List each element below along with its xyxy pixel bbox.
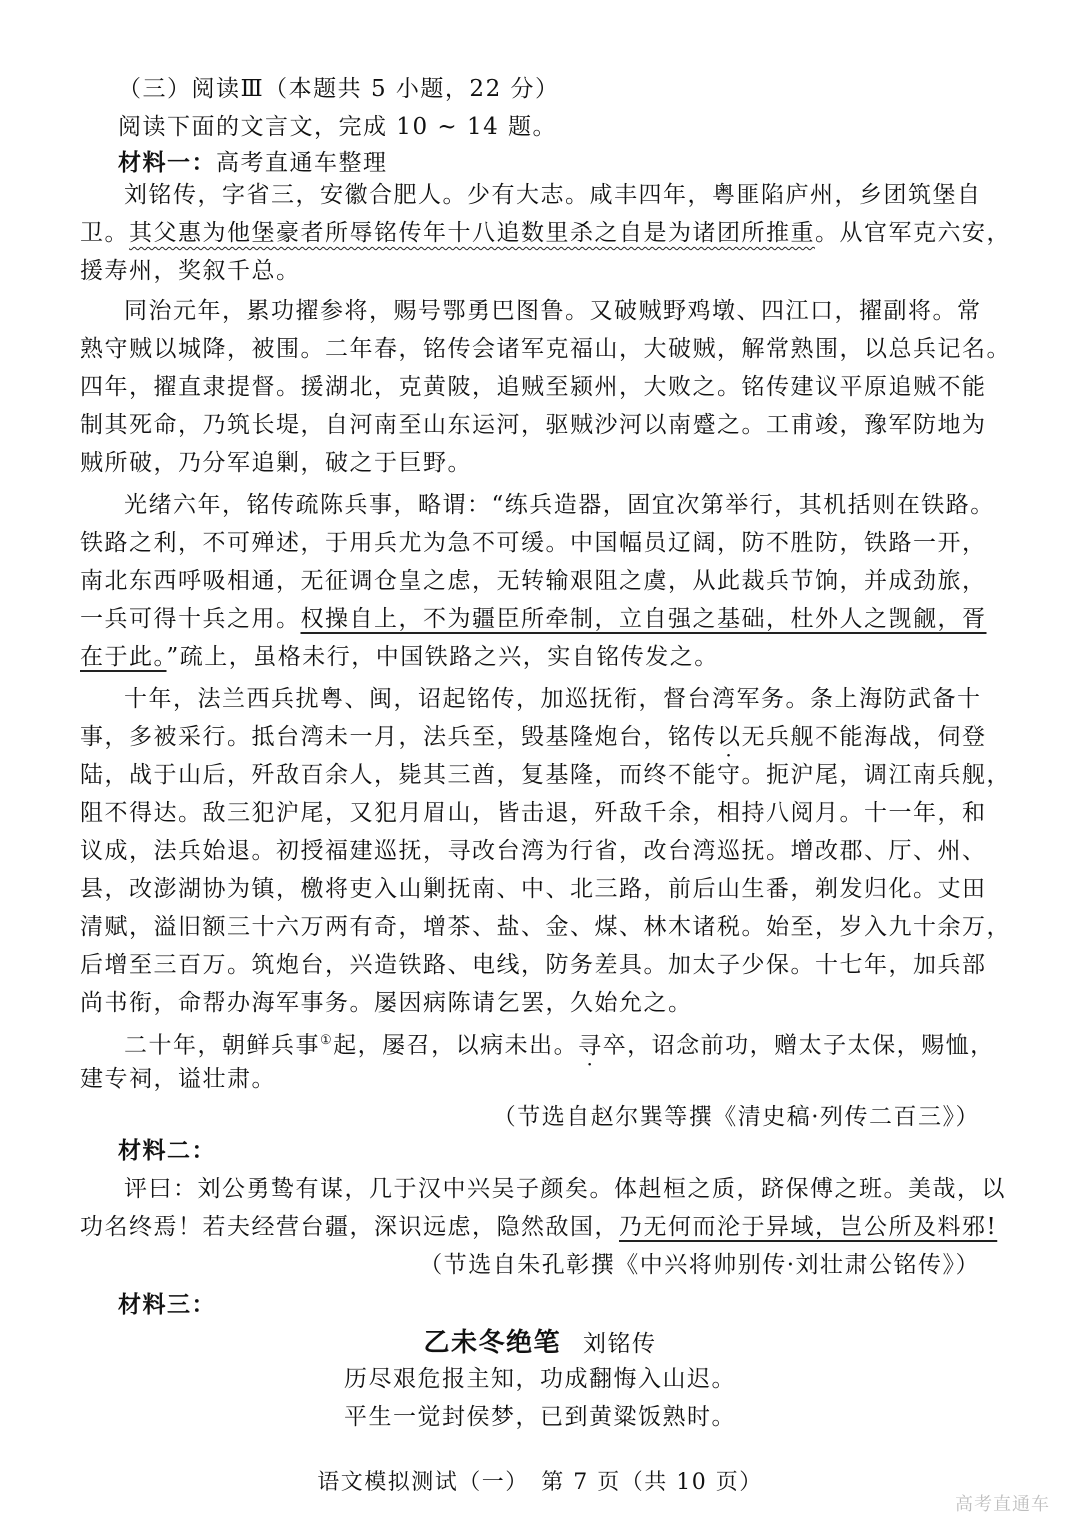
watermark: 高考直通车	[955, 1494, 1050, 1515]
section-instruction: 阅读下面的文言文，完成 10 ~ 14 题。	[118, 114, 558, 140]
m1-p1-line3: 援寿州，奖叙千总。	[80, 258, 301, 284]
section-heading: （三）阅读Ⅲ（本题共 5 小题，22 分）	[118, 76, 560, 102]
poem-line-1: 历尽艰危报主知，功成翻悔入山迟。	[344, 1366, 736, 1392]
underlined-sentence-2: 乃无何而沦于异域，岂公所及料邪!	[619, 1214, 998, 1240]
m1-p4-line4: 阻不得达。敌三犯沪尾，又犯月眉山，皆击退，歼敌千余，相持八阅月。十一年，和	[80, 800, 987, 826]
material1-label-note: 高考直通车整理	[216, 150, 388, 176]
m1-p2-line2: 熟守贼以城降，被围。二年春，铭传会诸军克福山，大破贼，解常熟围，以总兵记名。	[80, 336, 1011, 362]
m1-p2-line4: 制其死命，乃筑长堤，自河南至山东运河，驱贼沙河以南蹙之。工甫竣，豫军防地为	[80, 412, 987, 438]
m1-p3-line5	[80, 640, 719, 674]
poem-heading	[0, 1326, 1080, 1361]
m1-p4-line7: 清赋，溢旧额三十六万两有奇，增茶、盐、金、煤、林木诸税。始至，岁入九十余万，	[80, 914, 1011, 940]
m1-p3-line5-b: ”疏上，虽格未行，中国铁路之兴，实自铭传发之。	[166, 644, 719, 670]
poem-line-2: 平生一觉封侯梦，已到黄粱饭熟时。	[344, 1404, 736, 1430]
material1-label: 材料一：	[118, 149, 216, 176]
m1-p4-line8: 后增至三百万。筑炮台，兴造铁路、电线，防务差具。加太子少保。十七年，加兵部	[80, 952, 987, 978]
poem-title: 乙未冬绝笔	[423, 1328, 561, 1358]
underlined-sentence-1: 权操自上，不为疆臣所牵制，立自强之基础，杜外人之觊觎，胥	[300, 606, 987, 632]
dotted-char-xun: 寻	[578, 1032, 603, 1059]
poem-author: 刘铭传	[583, 1331, 657, 1357]
m1-p3-line1: 光绪六年，铭传疏陈兵事，略谓：“练兵造器，固宜次第举行，其机括则在铁路。	[124, 492, 995, 518]
m1-p3-line4-a: 一兵可得十兵之用。	[80, 606, 301, 632]
m1-p5-line1	[124, 1024, 995, 1063]
page-footer: 语文模拟测试（一） 第 7 页（共 10 页）	[317, 1470, 763, 1495]
m1-p4-line3: 陆，战于山后，歼敌百余人，毙其三酋，复基隆，而终不能守。扼沪尾，调江南兵舰，	[80, 762, 1011, 788]
m1-p1-line2	[80, 216, 1011, 250]
m2-line2-a: 功名终焉！若夫经营台疆，深识远虑，隐然敌国，	[80, 1214, 619, 1240]
m1-p2-line5: 贼所破，乃分军追剿，破之于巨野。	[80, 450, 472, 476]
m1-p4-line2	[80, 720, 987, 754]
m1-p1-line1: 刘铭传，字省三，安徽合肥人。少有大志。咸丰四年，粤匪陷庐州，乡团筑堡自	[124, 182, 982, 208]
material2-label: 材料二：	[118, 1137, 216, 1164]
m1-p3-line2: 铁路之利，不可殚述，于用兵尤为急不可缓。中国幅员辽阔，防不胜防，铁路一开，	[80, 530, 987, 556]
footnote-marker: ①	[320, 1033, 334, 1048]
m1-p5-line2: 建专祠，谥壮肃。	[80, 1066, 276, 1092]
material1-source: （节选自赵尔巽等撰《清史稿·列传二百三》）	[492, 1104, 980, 1130]
m1-p4-line6: 县，改澎湖协为镇，檄将吏入山剿抚南、中、北三路，前后山生番，剃发归化。丈田	[80, 876, 987, 902]
m1-p4-line1: 十年，法兰西兵扰粤、闽，诏起铭传，加巡抚衔，督台湾军务。条上海防武备十	[124, 686, 982, 712]
material3-label: 材料三：	[118, 1291, 216, 1318]
m2-line1: 评曰：刘公勇鸷有谋，几于汉中兴吴子颜矣。体赳桓之质，跻保傅之班。美哉，以	[124, 1176, 1006, 1202]
m1-p1-line2-b: 。从官军克六安，	[815, 220, 1011, 246]
m1-p3-line3: 南北东西呼吸相通，无征调仓皇之虑，无转输艰阻之虞，从此裁兵节饷，并成劲旅，	[80, 568, 987, 594]
m1-p3-line4	[80, 602, 987, 636]
m1-p4-line2-b: 无兵舰不能海战，伺登	[741, 724, 987, 750]
m2-line2	[80, 1210, 997, 1244]
underlined-sentence-1-end: 在于此。	[80, 644, 167, 670]
material2-source: （节选自朱孔彰撰《中兴将帅别传·刘壮肃公铭传》）	[419, 1252, 980, 1278]
m1-p1-line2-a: 卫。	[80, 220, 129, 246]
m1-p2-line1: 同治元年，累功擢参将，赐号鄂勇巴图鲁。又破贼野鸡墩、四江口，擢副将。常	[124, 298, 982, 324]
m1-p5-line1-c: 卒，诏念前功，赠太子太保，赐恤，	[602, 1032, 995, 1059]
wavy-underlined-sentence: 其父惠为他堡豪者所辱铭传年十八追数里杀之自是为诸团所推重	[129, 220, 815, 246]
m1-p5-line1-b: 起，屡召，以病未出。	[333, 1032, 579, 1059]
dotted-char-yi: 以	[717, 724, 742, 750]
m1-p2-line3: 四年，擢直隶提督。援湖北，克黄陂，追贼至颍州，大败之。铭传建议平原追贼不能	[80, 374, 987, 400]
m1-p4-line9: 尚书衔，命帮办海军事务。屡因病陈请乞罢，久始允之。	[80, 990, 693, 1016]
m1-p4-line2-a: 事，多被采行。抵台湾未一月，法兵至，毁基隆炮台，铭传	[80, 724, 717, 750]
material1-header	[118, 146, 388, 180]
m1-p4-line5: 议成，法兵始退。初授福建巡抚，寻改台湾为行省，改台湾巡抚。增改郡、厅、州、	[80, 838, 987, 864]
m1-p5-line1-a: 二十年，朝鲜兵事	[124, 1032, 320, 1059]
